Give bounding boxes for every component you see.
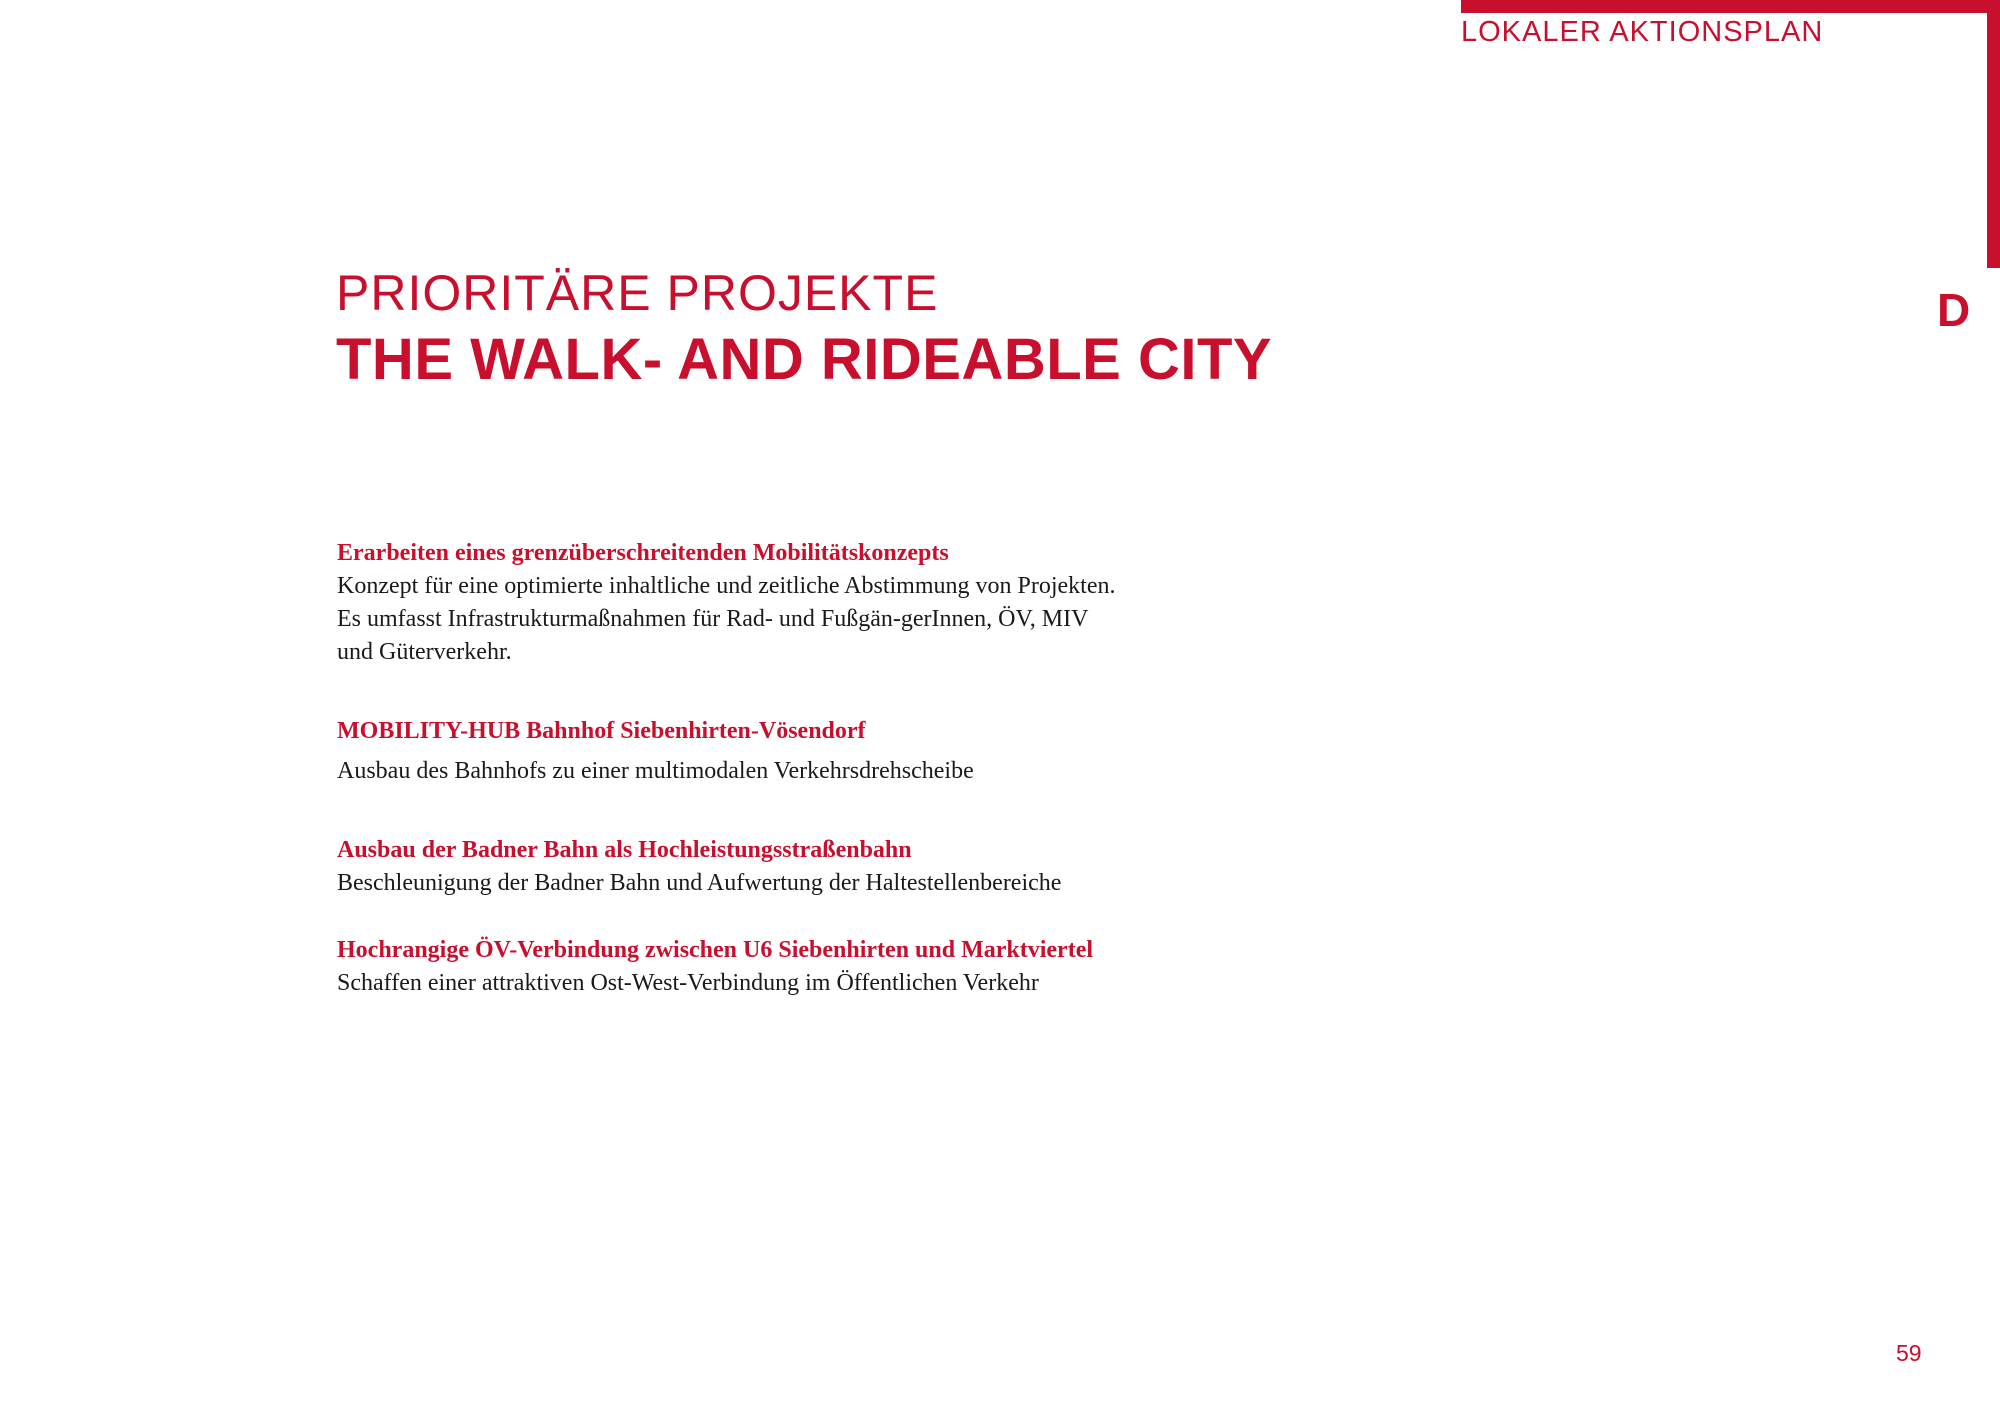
- project-item: [337, 834, 1117, 900]
- section-label: LOKALER AKTIONSPLAN: [1461, 16, 1824, 48]
- project-title: MOBILITY-HUB Bahnhof Siebenhirten-Vösendorf: [337, 718, 866, 744]
- page-title: THE WALK- AND RIDEABLE CITY: [336, 327, 1273, 392]
- chapter-letter: D: [1937, 284, 1971, 336]
- project-list: [337, 537, 1117, 1000]
- project-title: Erarbeiten eines grenzüberschreitenden Mobilitätskonzepts: [337, 540, 949, 566]
- top-accent-bar: [1461, 0, 2000, 13]
- project-description: Beschleunigung der Badner Bahn und Aufwertung der Haltestellenbereiche: [337, 870, 1062, 896]
- project-title: Ausbau der Badner Bahn als Hochleistungsstraßenbahn: [337, 837, 912, 863]
- project-title: Hochrangige ÖV-Verbindung zwischen U6 Siebenhirten und Marktviertel: [337, 937, 1094, 963]
- project-item: [337, 715, 1117, 788]
- project-item: [337, 537, 1117, 669]
- side-accent-bar: [1987, 0, 2000, 268]
- project-description: Ausbau des Bahnhofs zu einer multimodalen Verkehrsdrehscheibe: [337, 758, 974, 784]
- project-description: Schaffen einer attraktiven Ost-West-Verbindung im Öffentlichen Verkehr: [337, 970, 1039, 996]
- project-description: Konzept für eine optimierte inhaltliche und zeitliche Abstimmung von Projekten. Es umfasst Infrastrukturmaßnahmen für Rad- und Fußgän-gerInnen, ÖV, MIV und Güterverkehr.: [337, 573, 1116, 665]
- page-kicker: PRIORITÄRE PROJEKTE: [336, 265, 939, 321]
- page-number: 59: [1896, 1340, 1922, 1366]
- project-item: [337, 934, 1117, 1000]
